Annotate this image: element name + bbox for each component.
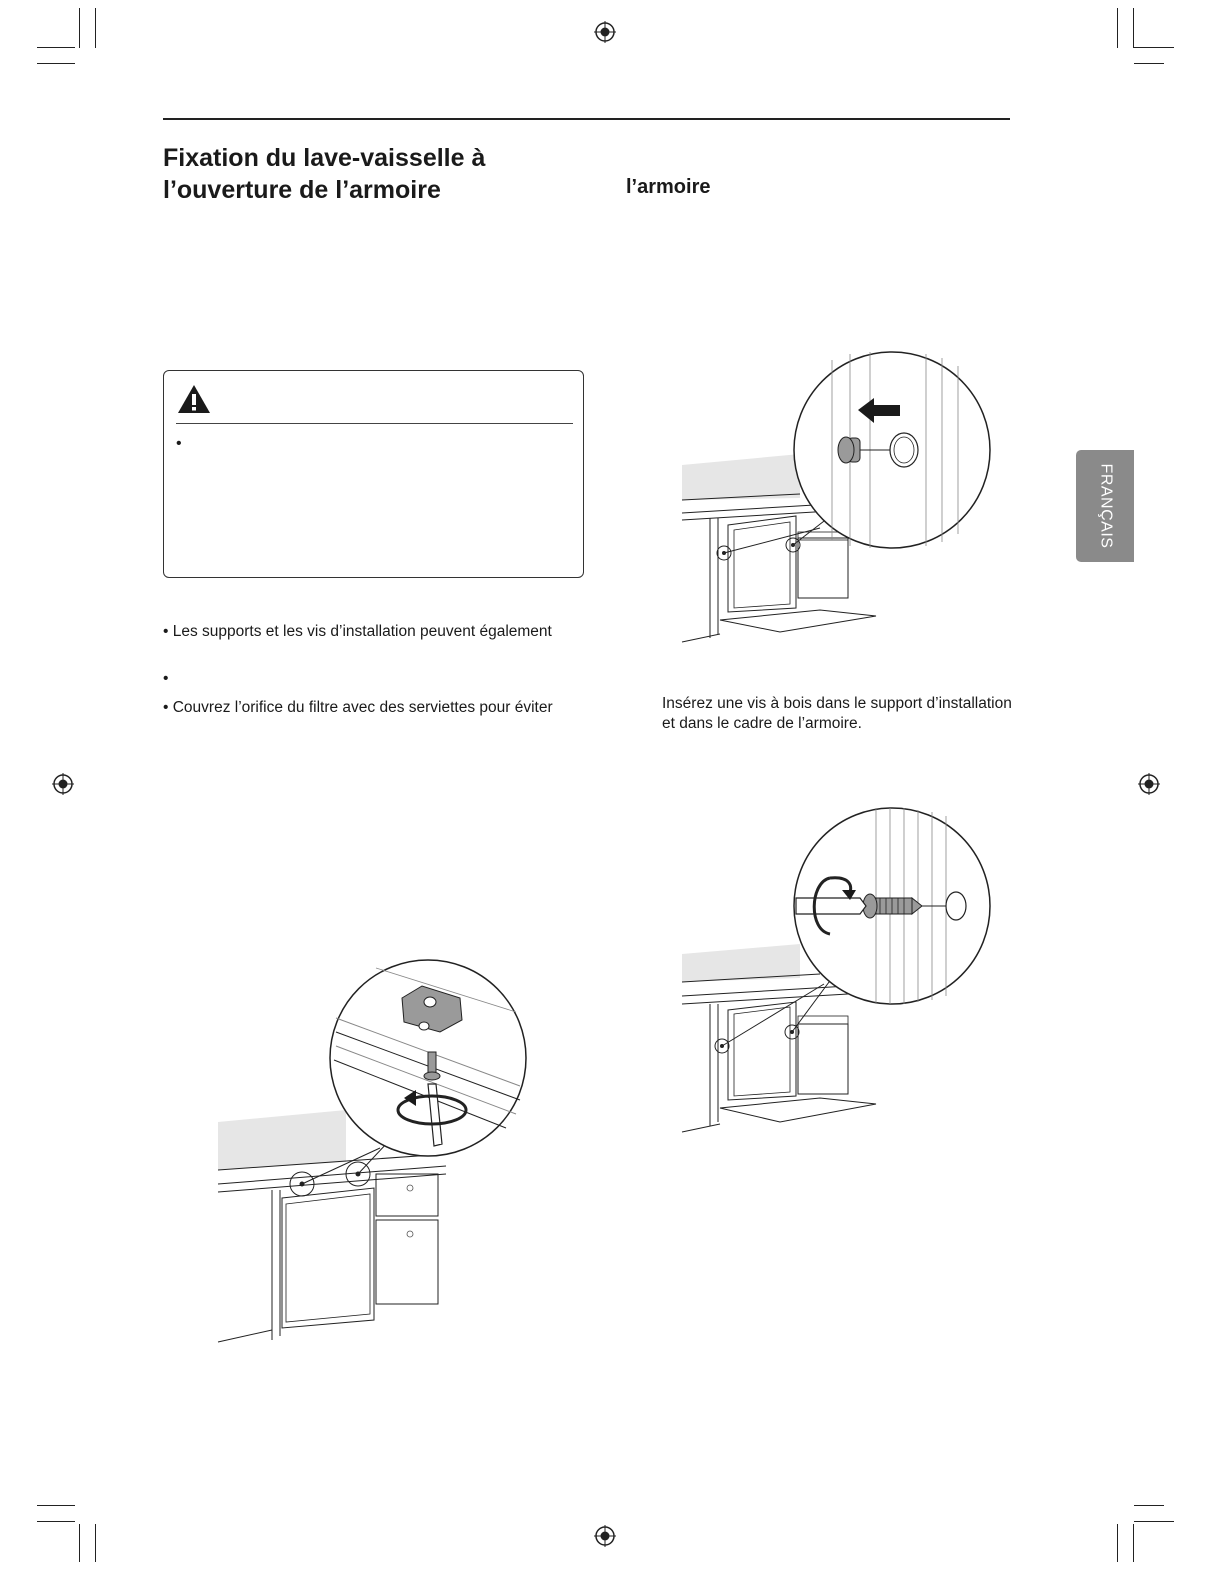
- crop-mark: [1133, 8, 1134, 48]
- crop-mark: [1134, 1521, 1174, 1522]
- crop-mark: [37, 47, 75, 48]
- bullet-item: • Couvrez l’orifice du filtre avec des serviettes pour éviter: [163, 699, 553, 716]
- main-heading-line2: l’ouverture de l’armoire: [163, 176, 441, 204]
- registration-mark-icon: [52, 773, 74, 795]
- crop-mark: [1134, 1505, 1164, 1506]
- registration-mark-icon: [594, 21, 616, 43]
- crop-mark: [37, 63, 75, 64]
- language-tab-label: FRANÇAIS: [1097, 463, 1114, 549]
- registration-mark-icon: [1138, 773, 1160, 795]
- illustration-side-pin: [680, 350, 992, 650]
- right-heading: l’armoire: [626, 176, 711, 198]
- crop-mark: [1134, 63, 1164, 64]
- instruction-line2: et dans le cadre de l’armoire.: [662, 715, 862, 732]
- crop-mark: [95, 8, 96, 48]
- crop-mark: [79, 8, 80, 48]
- main-heading-line1: Fixation du lave-vaisselle à: [163, 144, 486, 172]
- crop-mark: [1133, 1524, 1134, 1562]
- warning-divider: [176, 423, 573, 424]
- warning-triangle-icon: [176, 383, 212, 415]
- registration-mark-icon: [594, 1525, 616, 1547]
- crop-mark: [37, 1505, 75, 1506]
- header-rule: [163, 118, 1010, 120]
- crop-mark: [1134, 47, 1174, 48]
- illustration-top-bracket: [216, 958, 528, 1348]
- illustration-side-screw: [680, 806, 992, 1136]
- instruction-text: [662, 694, 1012, 734]
- bullet-item: • Les supports et les vis d’installation peuvent également: [163, 623, 552, 640]
- warning-bullet: •: [176, 435, 182, 452]
- main-heading: [163, 142, 485, 206]
- language-tab: [1076, 450, 1134, 562]
- crop-mark: [95, 1524, 96, 1562]
- warning-box: [163, 370, 584, 578]
- crop-mark: [1117, 8, 1118, 48]
- crop-mark: [1117, 1524, 1118, 1562]
- instruction-line1: Insérez une vis à bois dans le support d’installation: [662, 695, 1012, 712]
- bullet-item: •: [163, 670, 169, 687]
- crop-mark: [79, 1524, 80, 1562]
- crop-mark: [37, 1521, 75, 1522]
